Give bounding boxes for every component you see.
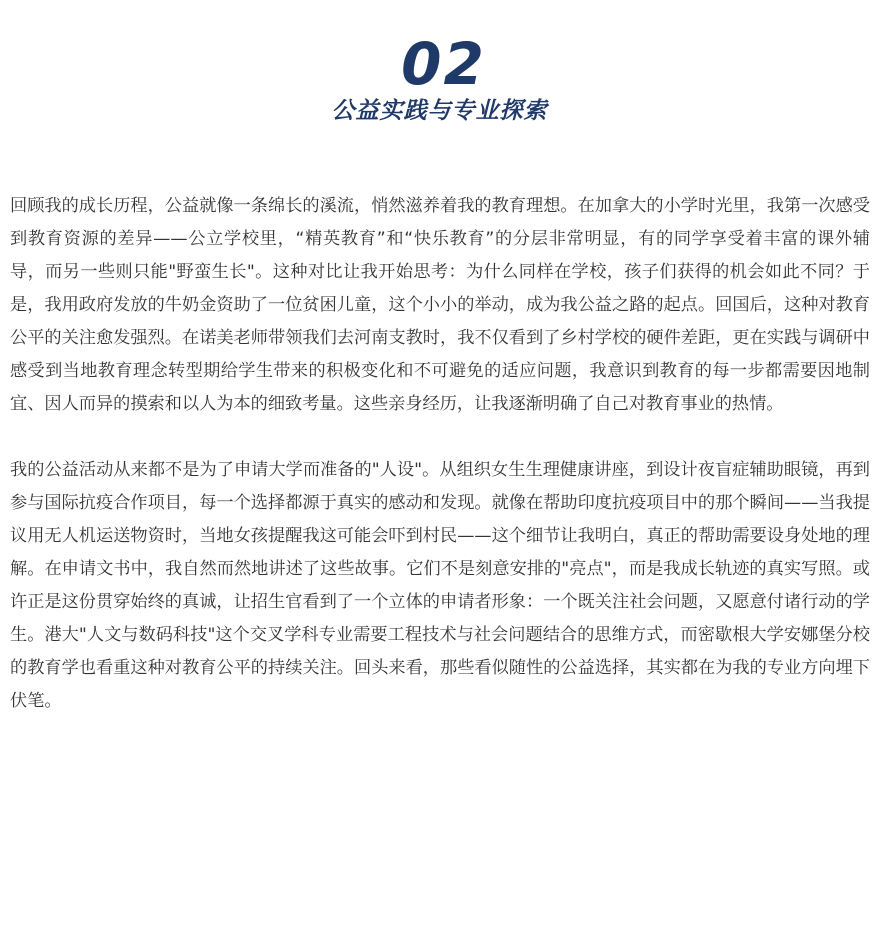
paragraph-1: 回顾我的成长历程，公益就像一条绵长的溪流，悄然滋养着我的教育理想。在加拿大的小学时光里，我第一次感受到教育资源的差异——公立学校里，“精英教育”和“快乐教育”的分层非常明显，有的同学享受着丰富的课外辅导，而另一些则只能"野蛮生长"。这种对比让我开始思考：为什么同样在学校，孩子们获得的机会如此不同？于是，我用政府发放的牛奶金资助了一位贫困儿童，这个小小的举动，成为我公益之路的起点。回国后，这种对教育公平的关注愈发强烈。在诺美老师带领我们去河南支教时，我不仅看到了乡村学校的硬件差距，更在实践与调研中感受到当地教育理念转型期给学生带来的积极变化和不可避免的适应问题，我意识到教育的每一步都需要因地制宜、因人而异的摸索和以人为本的细致考量。这些亲身经历，让我逐渐明确了自己对教育事业的热情。 bbox=[10, 196, 870, 414]
article-body bbox=[10, 190, 870, 718]
section-header bbox=[0, 30, 879, 126]
section-title: 公益实践与专业探索 bbox=[331, 98, 548, 124]
section-number: 02 bbox=[401, 30, 486, 98]
paragraph-2: 我的公益活动从来都不是为了申请大学而准备的"人设"。从组织女生生理健康讲座，到设计夜盲症辅助眼镜，再到参与国际抗疫合作项目，每一个选择都源于真实的感动和发现。就像在帮助印度抗疫项目中的那个瞬间——当我提议用无人机运送物资时，当地女孩提醒我这可能会吓到村民——这个细节让我明白，真正的帮助需要设身处地的理解。在申请文书中，我自然而然地讲述了这些故事。它们不是刻意安排的"亮点"，而是我成长轨迹的真实写照。或许正是这份贯穿始终的真诚，让招生官看到了一个立体的申请者形象：一个既关注社会问题，又愿意付诸行动的学生。港大"人文与数码科技"这个交叉学科专业需要工程技术与社会问题结合的思维方式，而密歇根大学安娜堡分校的教育学也看重这种对教育公平的持续关注。回头来看，那些看似随性的公益选择，其实都在为我的专业方向埋下伏笔。 bbox=[10, 460, 870, 711]
